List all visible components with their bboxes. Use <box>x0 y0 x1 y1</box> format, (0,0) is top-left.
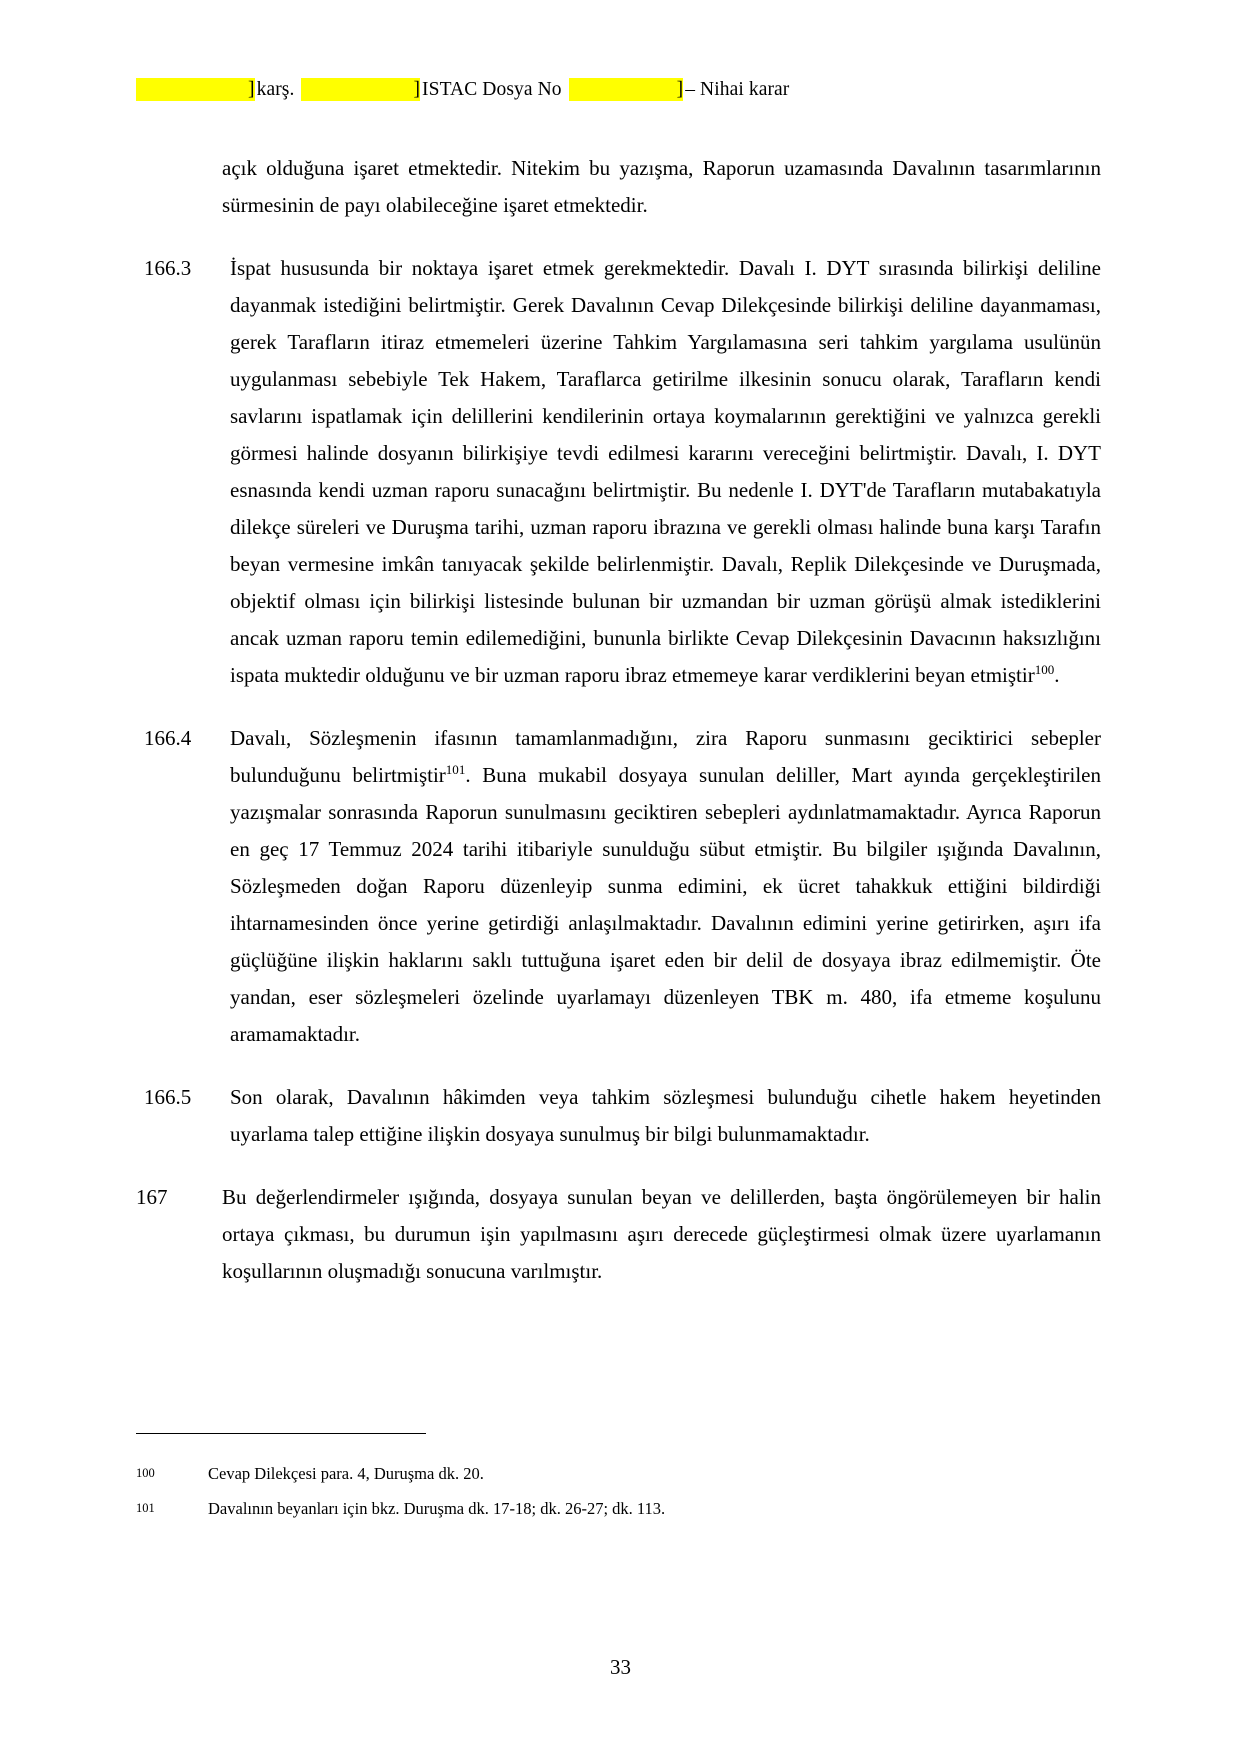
redacted-party-1: ] <box>136 78 255 101</box>
document-body <box>136 150 1101 1316</box>
paragraph-166-4 <box>136 720 1101 1053</box>
footnote-text: Cevap Dilekçesi para. 4, Duruşma dk. 20. <box>208 1464 484 1483</box>
paragraph-166-3 <box>136 250 1101 694</box>
paragraph-text-tail: . <box>1054 663 1060 687</box>
paragraph-text: Bu değerlendirmeler ışığında, dosyaya sunulan beyan ve delillerden, başta öngörülemeyen bir halin ortaya çıkması, bu durumun işin yapılmasını aşırı derecede güçleştirmesi olmak üzere uyarlamanın koşullarının oluşmadığı sonucuna varılmıştır. <box>222 1185 1101 1283</box>
paragraph-166-5 <box>136 1079 1101 1153</box>
paragraph-text-part1: Davalı, Sözleşmenin ifasının tamamlanmadığını, zira Raporu sunmasını geciktirici sebepler bulunduğunu belirtmiştir <box>230 726 1101 787</box>
paragraph-text <box>230 720 1101 1053</box>
footnote-list <box>136 1464 1096 1533</box>
footnote-text: Davalının beyanları için bkz. Duruşma dk. 17-18; dk. 26-27; dk. 113. <box>208 1498 666 1518</box>
footnote-separator <box>136 1433 426 1434</box>
paragraph-text: Son olarak, Davalının hâkimden veya tahkim sözleşmesi bulunduğu cihetle hakem heyetinden uyarlama talep ettiğine ilişkin dosyaya sunulmuş bir bilgi bulunmamaktadır. <box>230 1085 1101 1146</box>
footnote-item <box>136 1499 1096 1520</box>
redacted-party-2: ] <box>301 78 420 101</box>
paragraph-text: açık olduğuna işaret etmektedir. Nitekim bu yazışma, Raporun uzamasında Davalının tasarımlarının sürmesinin de payı olabileceğine işaret etmektedir. <box>222 156 1101 217</box>
footnote-ref-101[interactable]: 101 <box>445 762 466 777</box>
header-label-nihai-karar: – Nihai karar <box>685 79 790 100</box>
footnote-marker: 101 <box>136 1500 155 1515</box>
paragraph-167 <box>136 1179 1101 1290</box>
paragraph-continuation <box>136 150 1101 224</box>
header-label-karsi: karş. <box>256 79 295 100</box>
page-number: 33 <box>610 1655 631 1679</box>
footnote-marker: 100 <box>136 1466 155 1480</box>
document-running-header <box>136 78 1121 101</box>
footnote-item <box>136 1464 1096 1485</box>
redacted-case-number: ] <box>569 78 684 101</box>
paragraph-number: 166.4 <box>144 726 192 750</box>
header-label-istac-dosya-no: ISTAC Dosya No <box>422 79 562 100</box>
paragraph-number: 166.5 <box>144 1085 192 1109</box>
paragraph-text-main: İspat hususunda bir noktaya işaret etmek gerekmektedir. Davalı I. DYT sırasında bilirkişi deliline dayanmak istediğini belirtmiştir. Gerek Davalının Cevap Dilekçesinde bilirkişi deliline dayanmaması, gerek Tarafların itiraz etmemeleri üzerine Tahkim Yargılamasına seri tahkim yargılama usulünün uygulanması sebebiyle Tek Hakem, Taraflarca getirilme ilkesinin sonucu olarak, Tarafların kendi savlarını ispatlamak için delillerini kendilerinin ortaya koymalarının gerektiğini ve yalnızca gerekli görmesi halinde dosyanın bilirkişiye tevdi edilmesi kararını vereceğini belirtmiştir. Davalı, I. DYT esnasında kendi uzman raporu sunacağını belirtmiştir. Bu nedenle I. DYT'de Tarafların mutabakatıyla dilekçe süreleri ve Duruşma tarihi, uzman raporu ibrazına ve gerekli olması halinde buna karşı Tarafın beyan vermesine imkân tanıyacak şekilde belirlenmiştir. Davalı, Replik Dilekçesinde ve Duruşmada, objektif olması için bilirkişi listesinde bulunan bir uzmandan bir uzman görüşü almak istediklerini ancak uzman raporu temin edilemediğini, bununla birlikte Cevap Dilekçesinin Davacının haksızlığını ispata muktedir olduğunu ve bir uzman raporu ibraz etmemeye karar verdiklerini beyan etmiştir <box>230 256 1101 687</box>
footnote-ref-100[interactable]: 100 <box>1034 662 1055 677</box>
paragraph-text-part2: . Buna mukabil dosyaya sunulan deliller, Mart ayında gerçekleştirilen yazışmalar sonrasında Raporun sunulmasını geciktiren sebepleri aydınlatmamaktadır. Ayrıca Raporun en geç 17 Temmuz 2024 tarihi itibariyle sunulduğu sübut etmiştir. Bu bilgiler ışığında Davalının, Sözleşmeden doğan Raporu düzenleyip sunma edimini, ek ücret tahakkuk ettiğini bildirdiği ihtarnamesinden önce yerine getirdiği anlaşılmaktadır. Davalının edimini yerine getirirken, aşırı ifa güçlüğüne ilişkin haklarını saklı tuttuğuna işaret eden bir delil de dosyaya ibraz edilmemiştir. Öte yandan, eser sözleşmeleri özelinde uyarlamayı düzenleyen TBK m. 480, ifa etmeme koşulunu aramamaktadır. <box>230 763 1101 1046</box>
paragraph-number: 166.3 <box>144 256 192 280</box>
paragraph-text <box>230 250 1101 694</box>
paragraph-number: 167 <box>136 1185 168 1209</box>
